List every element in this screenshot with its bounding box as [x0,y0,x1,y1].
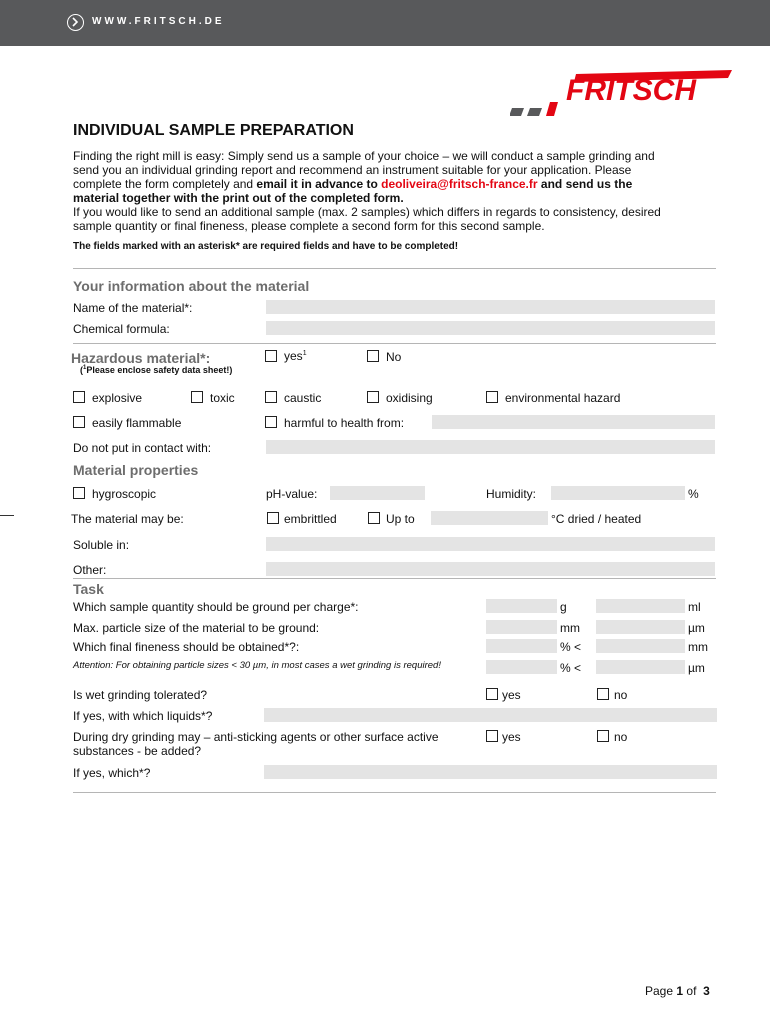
may-be-label: The material may be: [71,512,184,526]
embrittled-checkbox[interactable] [267,512,279,524]
fineness-mm-input[interactable] [596,639,685,653]
liquids-label: If yes, with which liquids*? [73,709,213,723]
unit-um: µm [688,661,705,675]
intro-line: send you an individual grinding report and recommend an instrument suitable for your application. Please [73,163,632,177]
particle-um-input[interactable] [596,620,685,634]
dry-no-checkbox[interactable] [597,730,609,742]
page-number: Page 1 of 3 [645,984,710,998]
liquids-input[interactable] [264,708,717,722]
wet-yes-label: yes [502,688,521,702]
flammable-checkbox[interactable] [73,416,85,428]
dry-grinding-label-2: substances - be added? [73,744,202,758]
ph-input[interactable] [330,486,425,500]
pct-lt-label: % < [560,640,582,654]
chemical-formula-label: Chemical formula: [73,322,170,336]
divider [73,792,716,793]
attention-note: Attention: For obtaining particle sizes < 30 µm, in most cases a wet grinding is required! [73,660,441,671]
unit-g: g [560,600,567,614]
max-particle-label: Max. particle size of the material to be ground: [73,621,320,635]
which-label: If yes, which*? [73,766,151,780]
divider [73,268,716,269]
section-heading-hazard: Hazardous material*: [71,350,211,366]
intro-bold: email it in advance to [256,177,382,191]
particle-mm-input[interactable] [486,620,557,634]
unit-ml: ml [688,600,701,614]
hazard-yes-checkbox[interactable] [265,350,277,362]
required-note: The fields marked with an asterisk* are required fields and have to be completed! [73,241,459,252]
caustic-label: caustic [284,391,322,405]
which-input[interactable] [264,765,717,779]
intro-line: Finding the right mill is easy: Simply send us a sample of your choice – we will conduct a sample grinding and [73,149,655,163]
margin-mark [0,515,14,516]
explosive-label: explosive [92,391,143,405]
divider [73,343,716,344]
section-heading-material: Your information about the material [73,278,310,294]
flammable-label: easily flammable [92,416,182,430]
harmful-input[interactable] [432,415,715,429]
dry-yes-label: yes [502,730,521,744]
toxic-label: toxic [210,391,235,405]
intro-line [73,177,723,191]
oxidising-label: oxidising [386,391,433,405]
fineness-pct-input[interactable] [486,639,557,653]
humidity-label: Humidity: [486,487,537,501]
contact-input[interactable] [266,440,715,454]
upto-checkbox[interactable] [368,512,380,524]
contact-label: Do not put in contact with: [73,441,212,455]
wet-no-label: no [614,688,628,702]
hazard-no-label: No [386,350,402,364]
email-link[interactable]: deoliveira@fritsch-france.fr [381,177,538,191]
soluble-label: Soluble in: [73,538,130,552]
environmental-checkbox[interactable] [486,391,498,403]
page-title: INDIVIDUAL SAMPLE PREPARATION [73,122,354,139]
temperature-input[interactable] [431,511,548,525]
other-input[interactable] [266,562,715,576]
safety-sheet-note: ($^1$Please enclose safety data sheet!) [80,365,233,375]
hazard-no-checkbox[interactable] [367,350,379,362]
ph-label: pH-value: [266,487,318,501]
upto-label: Up to [386,512,415,526]
humidity-input[interactable] [551,486,685,500]
quantity-ml-input[interactable] [596,599,685,613]
unit-mm: mm [560,621,580,635]
divider [73,578,716,579]
intro-bold: and send us the [537,177,633,191]
brand-text: FRITSCH [566,74,696,107]
chemical-formula-input[interactable] [266,321,715,335]
dry-no-label: no [614,730,628,744]
hazard-yes-label: yes$^1$ [284,349,307,363]
wet-grinding-label: Is wet grinding tolerated? [73,688,208,702]
fritsch-logo [510,70,732,120]
oxidising-checkbox[interactable] [367,391,379,403]
intro-text: complete the form completely and [73,177,257,191]
section-heading-task: Task [73,581,104,597]
unit-um: µm [688,621,705,635]
dry-yes-checkbox[interactable] [486,730,498,742]
dry-grinding-label: During dry grinding may – anti-sticking agents or other surface active [73,730,439,744]
fineness-label: Which final fineness should be obtained*?: [73,640,300,654]
hygroscopic-label: hygroscopic [92,487,157,501]
intro-line: material together with the print out of the completed form. [73,191,404,205]
hygroscopic-checkbox[interactable] [73,487,85,499]
embrittled-label: embrittled [284,512,337,526]
material-name-input[interactable] [266,300,715,314]
fineness-pct2-input[interactable] [486,660,557,674]
other-label: Other: [73,563,107,577]
quantity-g-input[interactable] [486,599,557,613]
fineness-um-input[interactable] [596,660,685,674]
section-heading-properties: Material properties [73,462,199,478]
pct-lt-label: % < [560,661,582,675]
humidity-unit: % [688,487,699,501]
wet-no-checkbox[interactable] [597,688,609,700]
toxic-checkbox[interactable] [191,391,203,403]
quantity-label: Which sample quantity should be ground per charge*: [73,600,359,614]
material-name-label: Name of the material*: [73,301,193,315]
intro-line: If you would like to send an additional sample (max. 2 samples) which differs in regards to consistency, desired [73,205,661,219]
unit-mm: mm [688,640,708,654]
environmental-label: environmental hazard [505,391,621,405]
explosive-checkbox[interactable] [73,391,85,403]
wet-yes-checkbox[interactable] [486,688,498,700]
harmful-label: harmful to health from: [284,416,405,430]
caustic-checkbox[interactable] [265,391,277,403]
intro-line: sample quantity or final fineness, please complete a second form for this second sample. [73,219,545,233]
website-link[interactable]: WWW.FRITSCH.DE [92,16,225,27]
soluble-input[interactable] [266,537,715,551]
dried-label: °C dried / heated [551,512,642,526]
harmful-checkbox[interactable] [265,416,277,428]
arrow-right-icon[interactable] [67,14,84,31]
